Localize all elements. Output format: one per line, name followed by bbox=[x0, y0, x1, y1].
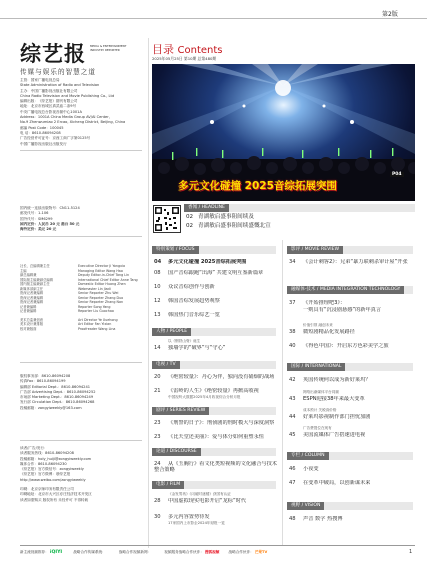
toc-item[interactable] bbox=[289, 396, 365, 402]
sub-line: 《综艺报》官方微博：@综艺报 bbox=[20, 472, 71, 477]
section-column-header bbox=[287, 452, 413, 460]
section-label: 影评 / MOVIE REVIEW bbox=[287, 246, 343, 254]
toc-item[interactable] bbox=[154, 270, 263, 276]
page-number: 02 bbox=[186, 223, 194, 229]
toc-subtitle: 广告费提位在现有 bbox=[303, 426, 332, 430]
masthead bbox=[20, 38, 140, 78]
toc-item[interactable] bbox=[154, 284, 215, 290]
item-title: 多元内容置势待发 bbox=[168, 514, 210, 520]
qr-code[interactable] bbox=[153, 205, 181, 233]
issue-line: 2025年05月25日 第10期 总第480期 bbox=[152, 56, 217, 61]
page-number: 21 bbox=[154, 388, 161, 394]
section-media-tech-header bbox=[287, 286, 413, 294]
toc-item[interactable] bbox=[289, 300, 345, 306]
info-line: 广告经营许可证号：京西工商广字第0125号 bbox=[20, 136, 91, 141]
staff-list bbox=[20, 264, 145, 331]
column-divider bbox=[148, 38, 149, 548]
issue-info bbox=[20, 206, 145, 232]
toc-item[interactable] bbox=[154, 514, 210, 520]
item-title: 国产音综跟跑“出海” 共建文明互鉴新篇章 bbox=[168, 270, 264, 276]
toc-item-cont: 一则具有“沉浸剧悬感”的新年真言 bbox=[303, 307, 382, 313]
info-line: 编辑出版：《综艺报》期刊有限公司 bbox=[20, 99, 78, 104]
page-number: 14 bbox=[154, 345, 161, 351]
section-label: 电视 / TV bbox=[152, 361, 180, 369]
section-label: 特别策划 / FOCUS bbox=[152, 246, 199, 254]
toc-subtitle: 以《钢铁山脊》诞生 bbox=[168, 339, 201, 343]
item-title: 中国虚拟现实电影开启“龙标”时代 bbox=[168, 498, 247, 504]
divider bbox=[20, 440, 142, 441]
staff-name: International Chief Editor Anne Tang bbox=[78, 277, 138, 282]
staff-role: 副总编辑兼 bbox=[20, 273, 37, 277]
section-movie-review-header bbox=[287, 246, 413, 254]
issue-line: 邮发代号：1-106 bbox=[20, 211, 49, 216]
headline-section bbox=[184, 204, 415, 234]
item-title: 韩国音综发展趋势观察 bbox=[168, 298, 220, 304]
staff-role: 国际版主编兼副总编辑 bbox=[20, 277, 53, 282]
staff-row bbox=[20, 327, 145, 332]
staff-role: 记者兼编辑 bbox=[20, 309, 37, 313]
staff-name: Senior Reporter Zhu Wei bbox=[78, 291, 119, 295]
section-series-review-header bbox=[152, 407, 276, 415]
page-number: 38 bbox=[289, 329, 296, 335]
item-title: 多元文化碰撞 2025音综拓展突围 bbox=[168, 259, 247, 265]
sub-line: 读者如需购买 版权所有 未经许可 不得转载 bbox=[20, 497, 89, 502]
contact-info bbox=[20, 374, 145, 411]
item-title: 独墙学的“破界”与“守心” bbox=[168, 345, 226, 351]
contact-line: 投稿邮箱：zongyiweekly@163.com bbox=[20, 405, 82, 410]
info-line: 主管：国家广播电视总局 bbox=[20, 78, 60, 82]
page-number: 43 bbox=[289, 396, 296, 402]
page-number: 48 bbox=[289, 516, 296, 522]
page-number: 34 bbox=[289, 259, 296, 265]
section-label: 剧评 / SERIES REVIEW bbox=[152, 407, 209, 415]
staff-role: 美术总监兼创意 bbox=[20, 317, 44, 322]
headline-item[interactable] bbox=[186, 223, 271, 230]
masthead-logo-en: MEDIA & ENTERTAINMENT INDUSTRY REPORTER bbox=[90, 44, 127, 52]
staff-name: Managing Editor Wang Hao bbox=[78, 268, 123, 273]
section-international-header bbox=[287, 363, 413, 371]
toc-item[interactable] bbox=[289, 516, 343, 522]
staff-name: Senior Reporter Zhang Duo bbox=[78, 295, 124, 300]
toc-item[interactable] bbox=[154, 434, 264, 440]
contact-line: 市场部 Marketing Dept.：8610-86094249 bbox=[20, 395, 94, 400]
edition-label: 第2版 bbox=[382, 11, 398, 18]
toc-item[interactable] bbox=[154, 461, 278, 473]
toc-item[interactable] bbox=[289, 343, 389, 349]
headline-item[interactable] bbox=[186, 214, 254, 221]
staff-role: 资深记者兼编辑 bbox=[20, 291, 44, 295]
page-number: 42 bbox=[289, 377, 296, 383]
section-discourse-header bbox=[152, 448, 276, 456]
toc-item[interactable] bbox=[154, 298, 220, 304]
info-line: 电 话：8610-86094208 bbox=[20, 130, 61, 135]
item-title: 《刑警的日子》：刑侦剧的刑时模大与深度洞察 bbox=[168, 420, 275, 426]
masthead-logo: 综艺报 bbox=[20, 41, 86, 66]
staff-name: Senior Reporter Zhang Nan bbox=[78, 300, 124, 304]
footer-label: 战略合作伙伴： bbox=[228, 550, 254, 554]
mango-logo[interactable]: 芒果TV bbox=[254, 550, 268, 554]
hero-image bbox=[152, 64, 415, 201]
page-number: 45 bbox=[289, 432, 296, 438]
staff-role: 国内版主编兼副主任 bbox=[20, 282, 50, 286]
staff-role: 资深记者兼编辑 bbox=[20, 295, 44, 300]
toc-item[interactable] bbox=[154, 312, 220, 318]
staff-role: 记者兼编辑 bbox=[20, 304, 37, 309]
info-line: 地址：北京市西城区真武庙二条9号 bbox=[20, 104, 77, 109]
contact-line: 广告部 Advertising Dept.：8610-86094252 bbox=[20, 389, 96, 394]
iqiyi-logo[interactable]: iQIYI bbox=[49, 550, 63, 555]
page-number: 10 bbox=[154, 284, 161, 290]
info-line: 中央广播电视总台影视音频中心1001A bbox=[20, 109, 82, 114]
staff-name: Art Director Ye Xuehong bbox=[78, 317, 118, 322]
sub-line: http://www.weibo.com/zongyiweekly bbox=[20, 477, 86, 482]
subscription-info bbox=[20, 446, 145, 503]
toc-item[interactable] bbox=[154, 374, 274, 380]
contact-line: 发行部 Circulation Dept.：8610-86094268 bbox=[20, 400, 95, 405]
staff-role: 新媒体部副主任 bbox=[20, 286, 44, 291]
item-title: 青湖敏启盛事阻间续及 bbox=[198, 214, 254, 220]
item-title: 美国流媒体广告搭速进电视 bbox=[303, 432, 366, 438]
divider bbox=[20, 150, 142, 151]
toc-item[interactable] bbox=[289, 466, 319, 472]
toc-item[interactable] bbox=[289, 480, 370, 486]
page-number: 23 bbox=[154, 434, 161, 440]
footer-label: 战略合作视频新网： bbox=[118, 550, 152, 554]
section-label: 电影 / FILM bbox=[152, 481, 184, 489]
staff-name: Reporter Song Yang bbox=[78, 304, 111, 309]
toc-item[interactable] bbox=[289, 329, 355, 335]
contact-line: 编辑部 Editorial Dept.：8610-86094241 bbox=[20, 384, 91, 389]
page-number: 24 bbox=[154, 461, 161, 467]
item-title: 在变革中破局，以创新谋未来 bbox=[303, 480, 371, 486]
section-label: 融媒体·技术 / MEDIA INTEGRATION TECHNOLOGY bbox=[287, 286, 404, 294]
staff-role: 主编 bbox=[20, 268, 27, 273]
toc-item[interactable] bbox=[154, 498, 246, 504]
info-line: China Radio Television and Movie Publishing Co., Ltd bbox=[20, 93, 115, 98]
item-title: 众议音综创作与创新 bbox=[168, 284, 215, 290]
toc-subtitle: 价值引领 融创未来 bbox=[303, 323, 333, 327]
toc-item[interactable] bbox=[154, 420, 274, 426]
footer-label: 战略合作传媒系统： bbox=[73, 550, 106, 554]
page-number: 44 bbox=[289, 414, 296, 420]
page-number: 28 bbox=[154, 498, 161, 504]
footer-rule bbox=[20, 545, 415, 546]
section-film-header bbox=[152, 481, 276, 489]
footer-label: 视频服务战略合作伙伴： bbox=[164, 550, 204, 554]
item-title: 《绝密较量》：丹心为伴，独向没有硝烟的战场 bbox=[168, 374, 275, 380]
info-line: Address：1001A China Media Group AV/AI Center, bbox=[20, 115, 110, 120]
toc-item[interactable] bbox=[154, 345, 225, 351]
sub-line: 印刷：北京京师印务有限责任公司 bbox=[20, 487, 74, 492]
issue-line: 国内统一连续出版物号：CN11-5124 bbox=[20, 206, 80, 210]
qr-pattern bbox=[154, 206, 180, 232]
page-number: 04 bbox=[154, 259, 162, 265]
item-title: 好莱坞影视制作部门担忧加剧 bbox=[303, 414, 371, 420]
headline-header bbox=[184, 204, 415, 212]
page-number: 23 bbox=[154, 420, 161, 426]
section-label: 视野 / VISION bbox=[287, 502, 324, 510]
toc-item[interactable] bbox=[289, 259, 415, 265]
issue-line: 海外定价：美元 20 元 bbox=[20, 227, 57, 232]
sub-line: 读者服务热线：8610-86094208 bbox=[20, 451, 74, 456]
footer-label: 新主流视频推荐： bbox=[20, 550, 49, 554]
toc-subtitle: 中国视听大数据2025年4月收视综合分析月报 bbox=[168, 395, 241, 399]
page-number: 46 bbox=[289, 466, 296, 472]
contents-title-cn: 目录 bbox=[152, 43, 174, 56]
info-line: 主办：中国广播影视出版社有限公司 bbox=[20, 88, 78, 93]
item-title: 青湖敏启盛事阻间续盛慨北宣 bbox=[198, 223, 271, 229]
section-label: 国际 / INTERNATIONAL bbox=[287, 363, 345, 371]
staff-name: Reporter Liu Guochao bbox=[78, 309, 114, 313]
staff-name: Proofreader Wang Lina bbox=[78, 326, 116, 331]
sohu-logo[interactable]: 搜狐视频 bbox=[204, 550, 220, 554]
partner-footer bbox=[20, 548, 405, 556]
section-label: 专栏 / COLUMN bbox=[287, 452, 329, 460]
toc-item[interactable] bbox=[289, 377, 370, 383]
item-title: 韩国热门音乐综艺一览 bbox=[168, 312, 220, 318]
sub-line: 读者/广告/发行： bbox=[20, 446, 48, 450]
toc-subtitle: 《金发男孩》《闪破时遮楼》获国有认证 bbox=[168, 492, 231, 496]
section-label: 人物 / PEOPLE bbox=[152, 328, 191, 336]
page-number: 40 bbox=[289, 343, 296, 349]
sub-line: 印刷地址：北京市大兴区亦庄经济技术开发区 bbox=[20, 492, 92, 497]
item-title: 《雷岭的人生》《绝密较量》再掀高收视 bbox=[168, 388, 259, 394]
section-focus-header bbox=[152, 246, 276, 254]
divider bbox=[20, 362, 142, 363]
page-number: 08 bbox=[154, 270, 161, 276]
staff-name: Domestic Editor Huang Zhen bbox=[78, 282, 126, 286]
staff-name: Art Editor Fan Yixian bbox=[78, 322, 112, 326]
contents-title-en: Contents bbox=[177, 45, 223, 56]
item-title: 小夜变 bbox=[303, 466, 319, 472]
toc-subtitle: 17家国内上市影企2024年财报一览 bbox=[168, 521, 225, 525]
item-title: 《会计刺客2》：兄弟“暴力联刺杀审计屋”开张 bbox=[303, 259, 408, 265]
issue-line: 国内定价：人民币 20 元 港台 50 元 bbox=[20, 221, 80, 226]
staff-name: Executive Director Ji Yongxia bbox=[78, 264, 125, 268]
item-title: 从《玉胸行》看文化类短视频的文化融合与技术整合策略 bbox=[154, 461, 277, 473]
item-title: 《比天堂还美丽》：爱与体分如何重塑永恒 bbox=[168, 434, 264, 440]
divider bbox=[20, 236, 142, 237]
section-vision-header bbox=[287, 502, 413, 510]
info-line: No.9 Zhenwumiao 2 Ercao, Xicheng District, Beijing, China bbox=[20, 120, 126, 125]
item-title: 《得色中国》：开启东方色彩美学之旅 bbox=[303, 343, 389, 349]
toc-item[interactable] bbox=[154, 259, 247, 265]
page-number: 20 bbox=[154, 374, 161, 380]
item-title: 微短剧精品化发展路径 bbox=[303, 329, 355, 335]
page-number: 30 bbox=[154, 514, 161, 520]
info-line: 中国广播影视出版社出版发行 bbox=[20, 141, 67, 146]
contents-title bbox=[152, 41, 222, 57]
toc-item[interactable] bbox=[289, 432, 365, 438]
hero-caption: 多元文化碰撞 2025音综拓展突围 bbox=[178, 180, 337, 192]
top-rule bbox=[0, 18, 427, 19]
toc-item[interactable] bbox=[154, 388, 259, 394]
staff-name: Webmaster Lin Jiadi bbox=[78, 286, 111, 291]
column-divider bbox=[282, 240, 283, 546]
staff-role: 美术设计兼排版 bbox=[20, 322, 44, 326]
toc-subtitle: 网络出渐媒体平台同频 bbox=[303, 390, 339, 394]
section-people-header bbox=[152, 328, 276, 336]
page-number: 12 bbox=[154, 298, 161, 304]
issue-line: 国外代号：SM6299 bbox=[20, 216, 53, 221]
contact-line: 版权事务部：8610-86094208 bbox=[20, 374, 71, 378]
page-number: 13 bbox=[154, 312, 161, 318]
staff-role: 社长、总编辑兼主任 bbox=[20, 264, 50, 268]
headline-label: 香闻 / HEADLINE bbox=[184, 204, 229, 212]
item-title: 英国传统何以成为新好莱坞？ bbox=[303, 377, 371, 383]
page-number-footer: 1 bbox=[409, 549, 413, 555]
hero-badge: P04 bbox=[392, 172, 402, 177]
page-number: 37 bbox=[289, 300, 296, 306]
item-title: 《开始推理吧3》： bbox=[303, 300, 346, 306]
section-label: 论道 / DISCOURSE bbox=[152, 448, 201, 456]
item-title: 声音 数字 热搜博 bbox=[303, 516, 343, 522]
staff-role: 校对兼版面 bbox=[20, 326, 37, 331]
page-number: 47 bbox=[289, 480, 296, 486]
page-number: 02 bbox=[186, 214, 194, 220]
sub-line: 投稿邮箱：holy_huiji@zongyiweekly.com bbox=[20, 456, 92, 461]
section-tv-header bbox=[152, 361, 276, 369]
info-line: State Administration of Radio and Television bbox=[20, 83, 100, 88]
contact-line: 传真Fax：8610-86094199 bbox=[20, 379, 66, 384]
publisher-info bbox=[20, 78, 145, 147]
item-title: ESPN迎接38年来最大变革 bbox=[303, 396, 365, 402]
info-line: 邮编 Post Code：100045 bbox=[20, 125, 64, 130]
sub-line: 媒体合作：8610-86094230 bbox=[20, 461, 67, 466]
staff-name: Deputy Editor-in-Chief Tang Lin bbox=[78, 273, 130, 277]
toc-item[interactable] bbox=[289, 414, 370, 420]
sub-line: 《综艺报》官方微信号：zongyiweekly bbox=[20, 467, 84, 472]
toc-subtitle: 成本预计 关税高价格 bbox=[303, 408, 337, 412]
masthead-slogan: 传媒与娱乐的智慧之道 bbox=[20, 68, 96, 76]
staff-role: 资深记者兼编辑 bbox=[20, 300, 44, 304]
